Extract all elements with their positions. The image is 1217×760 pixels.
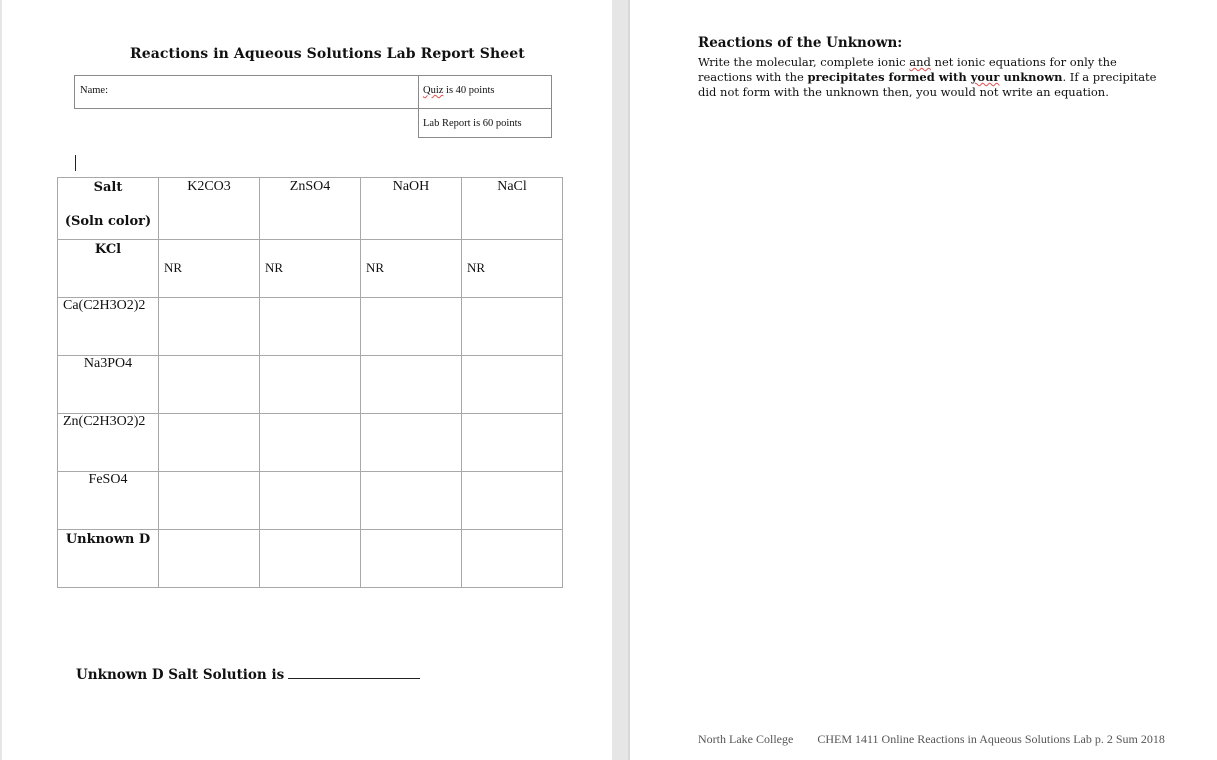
row-label-cell[interactable]: [58, 356, 159, 414]
page-footer: [698, 732, 1165, 747]
column-header-label: ZnSO4: [289, 179, 331, 194]
quiz-points-text: is 40 points: [443, 85, 495, 96]
table-cell[interactable]: [361, 356, 462, 414]
row-label: Zn(C2H3O2)2: [63, 414, 146, 429]
report-points-text: Lab Report is 60 points: [423, 118, 522, 129]
row-label-cell[interactable]: [58, 414, 159, 472]
unknown-statement: Unknown D Salt Solution is: [76, 667, 285, 683]
column-header[interactable]: [260, 178, 361, 240]
row-label: FeSO4: [88, 472, 128, 487]
soln-color-label: (Soln color): [64, 214, 152, 229]
instructions-text: Write the molecular, complete ionic: [698, 55, 910, 69]
table-cell[interactable]: [159, 356, 260, 414]
table-row: [58, 414, 563, 472]
table-cell[interactable]: [361, 240, 462, 298]
quiz-word: Quiz: [423, 85, 444, 96]
column-header[interactable]: [159, 178, 260, 240]
table-row: [58, 240, 563, 298]
table-cell[interactable]: [260, 414, 361, 472]
report-points-box: [418, 108, 552, 138]
table-cell[interactable]: [260, 240, 361, 298]
column-header[interactable]: [462, 178, 563, 240]
instructions-bold-text: unknown: [999, 70, 1063, 84]
cell-value: NR: [164, 260, 183, 275]
row-label-cell[interactable]: [58, 298, 159, 356]
page-divider: [628, 0, 630, 760]
table-cell[interactable]: [462, 240, 563, 298]
table-header-row: [58, 178, 563, 240]
table-cell[interactable]: [462, 298, 563, 356]
row-label: KCl: [94, 242, 122, 257]
table-cell[interactable]: [462, 472, 563, 530]
table-row: [58, 530, 563, 588]
table-cell[interactable]: [159, 530, 260, 588]
column-header[interactable]: [361, 178, 462, 240]
page-title: Reactions in Aqueous Solutions Lab Report Sheet: [130, 46, 525, 62]
table-row: [58, 356, 563, 414]
cell-value: NR: [467, 260, 486, 275]
table-cell[interactable]: [260, 298, 361, 356]
instructions-flagged-word: and: [909, 55, 931, 69]
table-cell[interactable]: [361, 472, 462, 530]
row-label-cell[interactable]: [58, 472, 159, 530]
table-cell[interactable]: [462, 414, 563, 472]
reactions-table: [57, 177, 563, 588]
salt-header-label: Salt: [93, 180, 123, 195]
row-label: Unknown D: [65, 532, 151, 547]
salt-header-cell[interactable]: [58, 178, 159, 240]
footer-course: CHEM 1411 Online Reactions in Aqueous Solutions Lab p. 2 Sum 2018: [817, 732, 1165, 746]
table-cell[interactable]: [159, 240, 260, 298]
quiz-points-box: [418, 75, 552, 109]
row-label-cell[interactable]: [58, 530, 159, 588]
cell-value: NR: [265, 260, 284, 275]
instructions-text: . If a precipitate did not form with the unknown then, you would not write an equation.: [698, 70, 1157, 99]
table-row: [58, 472, 563, 530]
table-cell[interactable]: [260, 530, 361, 588]
row-label: Na3PO4: [83, 356, 133, 371]
column-header-label: NaCl: [497, 179, 527, 194]
table-cell[interactable]: [159, 298, 260, 356]
name-field[interactable]: [74, 75, 419, 109]
name-label: Name:: [80, 85, 108, 96]
table-cell[interactable]: [260, 356, 361, 414]
unknown-identity-line: [76, 667, 420, 683]
footer-college: North Lake College: [698, 732, 794, 746]
table-cell[interactable]: [361, 298, 462, 356]
cell-value: NR: [366, 260, 385, 275]
row-label-cell[interactable]: [58, 240, 159, 298]
table-cell[interactable]: [462, 356, 563, 414]
table-cell[interactable]: [361, 414, 462, 472]
table-cell[interactable]: [462, 530, 563, 588]
column-header-label: NaOH: [392, 179, 430, 194]
instructions-text: net ionic equations for only the reactions with the: [698, 55, 1117, 84]
table-cell[interactable]: [159, 472, 260, 530]
row-label: Ca(C2H3O2)2: [63, 298, 146, 313]
table-cell[interactable]: [260, 472, 361, 530]
instructions-paragraph: [698, 55, 1158, 100]
right-page: [628, 0, 1217, 760]
instructions-flagged-word: your: [970, 70, 1000, 84]
instructions-bold-text: precipitates formed with: [807, 70, 971, 84]
left-page: [2, 0, 612, 760]
text-cursor: [75, 155, 76, 171]
table-cell[interactable]: [159, 414, 260, 472]
table-row: [58, 298, 563, 356]
column-header-label: K2CO3: [187, 179, 231, 194]
section-title: Reactions of the Unknown:: [698, 35, 903, 51]
unknown-answer-blank[interactable]: [288, 669, 420, 679]
table-cell[interactable]: [361, 530, 462, 588]
